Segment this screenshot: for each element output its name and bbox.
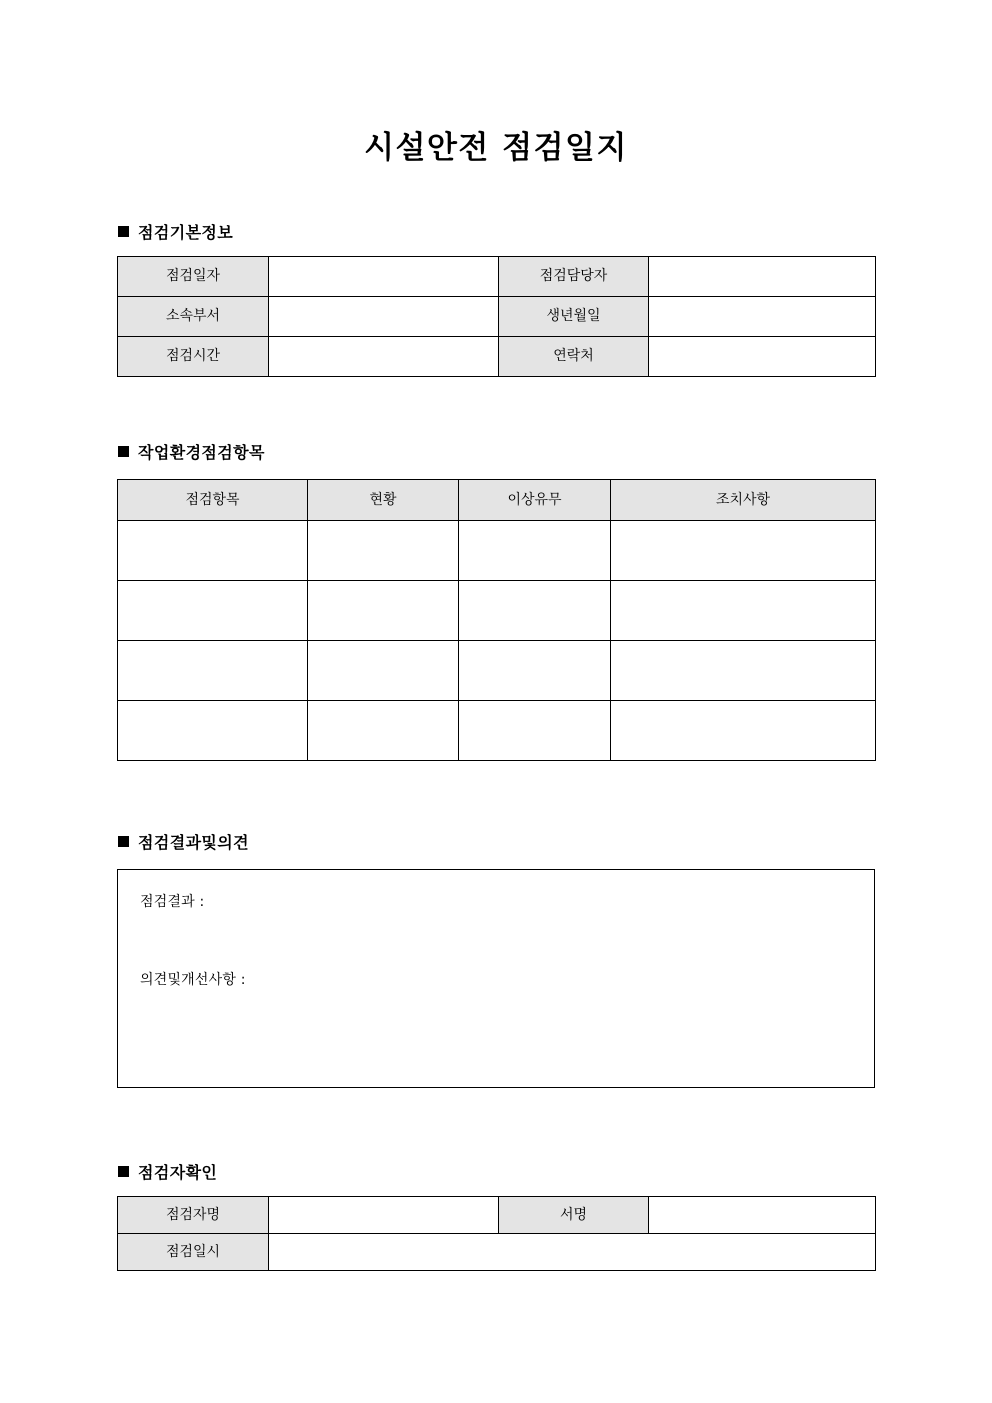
cell-item[interactable] [118, 521, 308, 581]
section-heading-basic-info-label: 점검기본정보 [138, 223, 234, 242]
result-and-opinion-box[interactable] [117, 869, 875, 1088]
cell-status[interactable] [308, 521, 459, 581]
section-heading-result-label: 점검결과및의견 [138, 833, 249, 852]
cell-abnormal[interactable] [459, 521, 611, 581]
field-inspection-time[interactable] [269, 337, 499, 377]
table-row [118, 1234, 876, 1271]
checklist-table [117, 479, 876, 761]
field-signature[interactable] [649, 1197, 876, 1234]
field-department[interactable] [269, 297, 499, 337]
label-birthdate: 생년월일 [499, 297, 649, 337]
column-header-action: 조치사항 [611, 480, 876, 521]
cell-abnormal[interactable] [459, 641, 611, 701]
label-inspection-datetime: 점검일시 [118, 1234, 269, 1271]
label-inspector-in-charge: 점검담당자 [499, 257, 649, 297]
cell-item[interactable] [118, 581, 308, 641]
label-inspection-date: 점검일자 [118, 257, 269, 297]
table-row [118, 641, 876, 701]
field-inspection-datetime[interactable] [269, 1234, 876, 1271]
table-row [118, 1197, 876, 1234]
cell-action[interactable] [611, 641, 876, 701]
cell-item[interactable] [118, 701, 308, 761]
table-row [118, 701, 876, 761]
opinion-label: 의견및개선사항 : [140, 972, 246, 988]
result-label: 점검결과 : [140, 894, 205, 910]
section-heading-confirm-label: 점검자확인 [138, 1163, 218, 1182]
label-contact: 연락처 [499, 337, 649, 377]
label-department: 소속부서 [118, 297, 269, 337]
table-row [118, 297, 876, 337]
table-header-row [118, 480, 876, 521]
inspector-confirm-table [117, 1196, 876, 1271]
cell-status[interactable] [308, 581, 459, 641]
basic-info-table [117, 256, 876, 377]
section-heading-basic-info [118, 224, 233, 242]
cell-status[interactable] [308, 641, 459, 701]
table-row [118, 581, 876, 641]
section-heading-checklist [118, 444, 265, 462]
cell-item[interactable] [118, 641, 308, 701]
square-bullet-icon [118, 226, 129, 237]
section-heading-confirm [118, 1164, 217, 1182]
column-header-status: 현황 [308, 480, 459, 521]
field-birthdate[interactable] [649, 297, 876, 337]
cell-action[interactable] [611, 701, 876, 761]
cell-action[interactable] [611, 581, 876, 641]
square-bullet-icon [118, 446, 129, 457]
section-heading-result [118, 834, 249, 852]
cell-abnormal[interactable] [459, 581, 611, 641]
table-row [118, 257, 876, 297]
table-row [118, 337, 876, 377]
square-bullet-icon [118, 836, 129, 847]
square-bullet-icon [118, 1166, 129, 1177]
field-contact[interactable] [649, 337, 876, 377]
field-inspector-in-charge[interactable] [649, 257, 876, 297]
label-inspection-time: 점검시간 [118, 337, 269, 377]
cell-status[interactable] [308, 701, 459, 761]
cell-abnormal[interactable] [459, 701, 611, 761]
label-signature: 서명 [499, 1197, 649, 1234]
cell-action[interactable] [611, 521, 876, 581]
section-heading-checklist-label: 작업환경점검항목 [138, 443, 265, 462]
label-inspector-name: 점검자명 [118, 1197, 269, 1234]
field-inspector-name[interactable] [269, 1197, 499, 1234]
column-header-item: 점검항목 [118, 480, 308, 521]
table-row [118, 521, 876, 581]
page-title: 시설안전 점검일지 [364, 130, 628, 166]
field-inspection-date[interactable] [269, 257, 499, 297]
column-header-abnormal: 이상유무 [459, 480, 611, 521]
